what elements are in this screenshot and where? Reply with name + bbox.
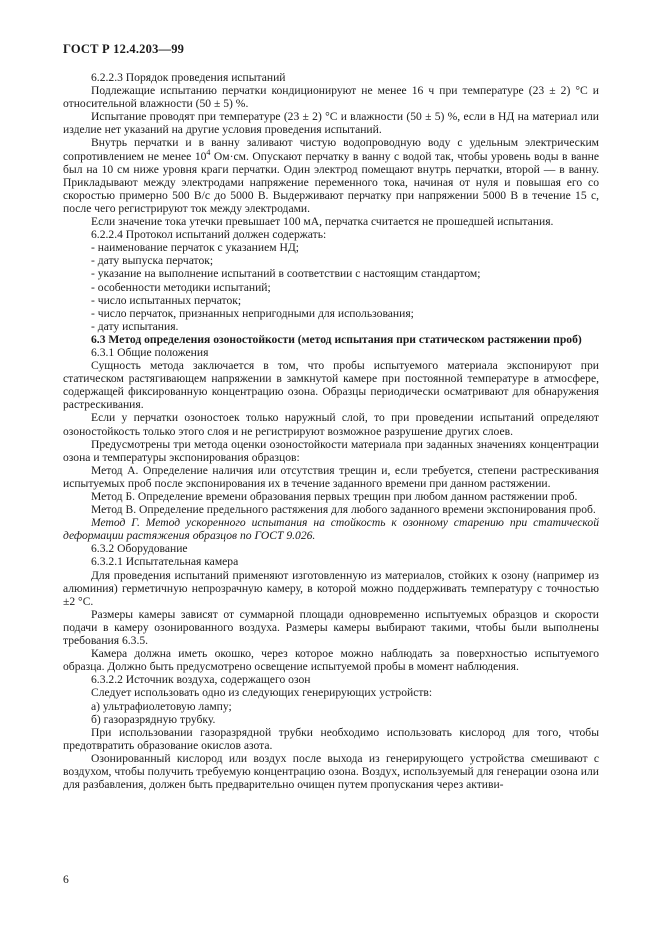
paragraph: Предусмотрены три метода оценки озоностойкости материала при заданных значениях концентрации озона и температуры экспонирования образцов: (63, 437, 599, 464)
list-item: - число перчаток, признанных непригодными для использования; (91, 306, 414, 320)
paragraph: Сущность метода заключается в том, что пробы испытуемого материала экспонируют при статическом растягивающем напряжении в замкнутой камере при постоянной температуре в атмосфере, содержащей фиксированную концентрацию озона. Образцы периодически осматривают для обнаружения растрескивания. (63, 359, 599, 412)
paragraph (63, 136, 599, 215)
paragraph: 6.3 Метод определения озоностойкости (метод испытания при статическом растяжении проб) (91, 332, 582, 346)
paragraph: а) ультрафиолетовую лампу; (91, 699, 232, 713)
document-header: ГОСТ Р 12.4.203—99 (63, 42, 185, 56)
paragraph: б) газоразрядную трубку. (91, 712, 216, 726)
paragraph: Следует использовать одно из следующих генерирующих устройств: (91, 686, 433, 700)
paragraph: Размеры камеры зависят от суммарной площади одновременно испытуемых образцов и скорости подачи в камеру озонированного воздуха. Размеры камеры выбирают такими, чтобы были выполнены требования 6.3.5. (63, 607, 599, 648)
paragraph: 6.2.2.3 Порядок проведения испытаний (91, 71, 286, 84)
paragraph: 6.3.1 Общие положения (91, 345, 209, 359)
list-item: - дату выпуска перчаток; (91, 254, 214, 268)
paragraph: 6.3.2.1 Испытательная камера (91, 555, 239, 569)
paragraph: Камера должна иметь окошко, через которое можно наблюдать за поверхностью испытуемого образца. Должно быть предусмотрено освещение испытуемой пробы в момент наблюдения. (63, 647, 599, 674)
paragraph: 6.2.2.4 Протокол испытаний должен содержать: (91, 228, 327, 242)
paragraph: Для проведения испытаний применяют изготовленную из материалов, стойких к озону (например из алюминия) герметичную непрозрачную камеру, в которой можно поддерживать температуру с точностью ±2 °С. (63, 568, 599, 608)
paragraph: Метод Б. Определение времени образования первых трещин при любом данном растяжении проб. (91, 490, 578, 503)
list-item: - указание на выполнение испытаний в соответствии с настоящим стандартом; (91, 267, 481, 281)
list-item: - число испытанных перчаток; (91, 293, 242, 307)
list-item: - дату испытания. (91, 319, 179, 333)
paragraph: Подлежащие испытанию перчатки кондиционируют не менее 16 ч при температуре (23 ± 2) °С и относительной влажности (50 ± 5) %. (63, 84, 599, 111)
document-body (63, 71, 599, 791)
paragraph: Метод Г. Метод ускоренного испытания на стойкость к озонному старению при статической деформации растяжения образцов по ГОСТ 9.026. (63, 516, 599, 543)
paragraph: 6.3.2 Оборудование (91, 542, 188, 556)
paragraph: При использовании газоразрядной трубки необходимо использовать кислород для того, чтобы предотвратить образование окислов азота. (63, 725, 599, 752)
superscript: 4 (206, 147, 211, 157)
paragraph-text: Ом·см. Опускают перчатку в ванну с водой так, чтобы уровень воды в ванне был на 10 см ниже уровня краги перчатки. Один электрод помещают внутрь перчатки, второй — в ванну. Прикладывают между электродами напряжение переменного тока, начиная от нуля и повышая его со скоростью примерно 500 В/с до 5000 В. Выдерживают перчатку при напряжении 5000 В в течение 15 с, после чего регистрируют ток между электродами. (63, 149, 600, 215)
paragraph: Метод А. Определение наличия или отсутствия трещин и, если требуется, степени растрескивания испытуемых проб после экспонирования их в течение заданного времени при данном растяжении. (63, 463, 599, 490)
paragraph: 6.3.2.2 Источник воздуха, содержащего озон (91, 673, 311, 687)
list-item: - особенности методики испытаний; (91, 280, 271, 294)
paragraph: Озонированный кислород или воздух после выхода из генерирующего устройства смешивают с воздухом, чтобы получить требуемую концентрацию озона. Воздух, используемый для генерации озона или для разбавления, должен быть предварительно очищен путем пропускания через активи- (63, 751, 599, 792)
paragraph: Испытание проводят при температуре (23 ± 2) °С и влажности (50 ± 5) %, если в НД на материал или изделие нет указаний на другие условия проведения испытаний. (63, 110, 599, 137)
list-item: - наименование перчаток с указанием НД; (91, 241, 299, 255)
paragraph: Если значение тока утечки превышает 100 мА, перчатка считается не прошедшей испытания. (91, 215, 554, 229)
paragraph-text: Внутрь перчатки и в ванну заливают чистую водопроводную воду с удельным электрическим сопротивлением не менее 10 (63, 136, 599, 163)
paragraph: Метод В. Определение предельного растяжения для любого заданного времени экспонирования проб. (91, 503, 596, 517)
page-number: 6 (63, 873, 69, 886)
paragraph: Если у перчатки озоностоек только наружный слой, то при проведении испытаний определяют озоностойкость только этого слоя и не регистрируют возможное разрушение других слоев. (63, 411, 599, 438)
